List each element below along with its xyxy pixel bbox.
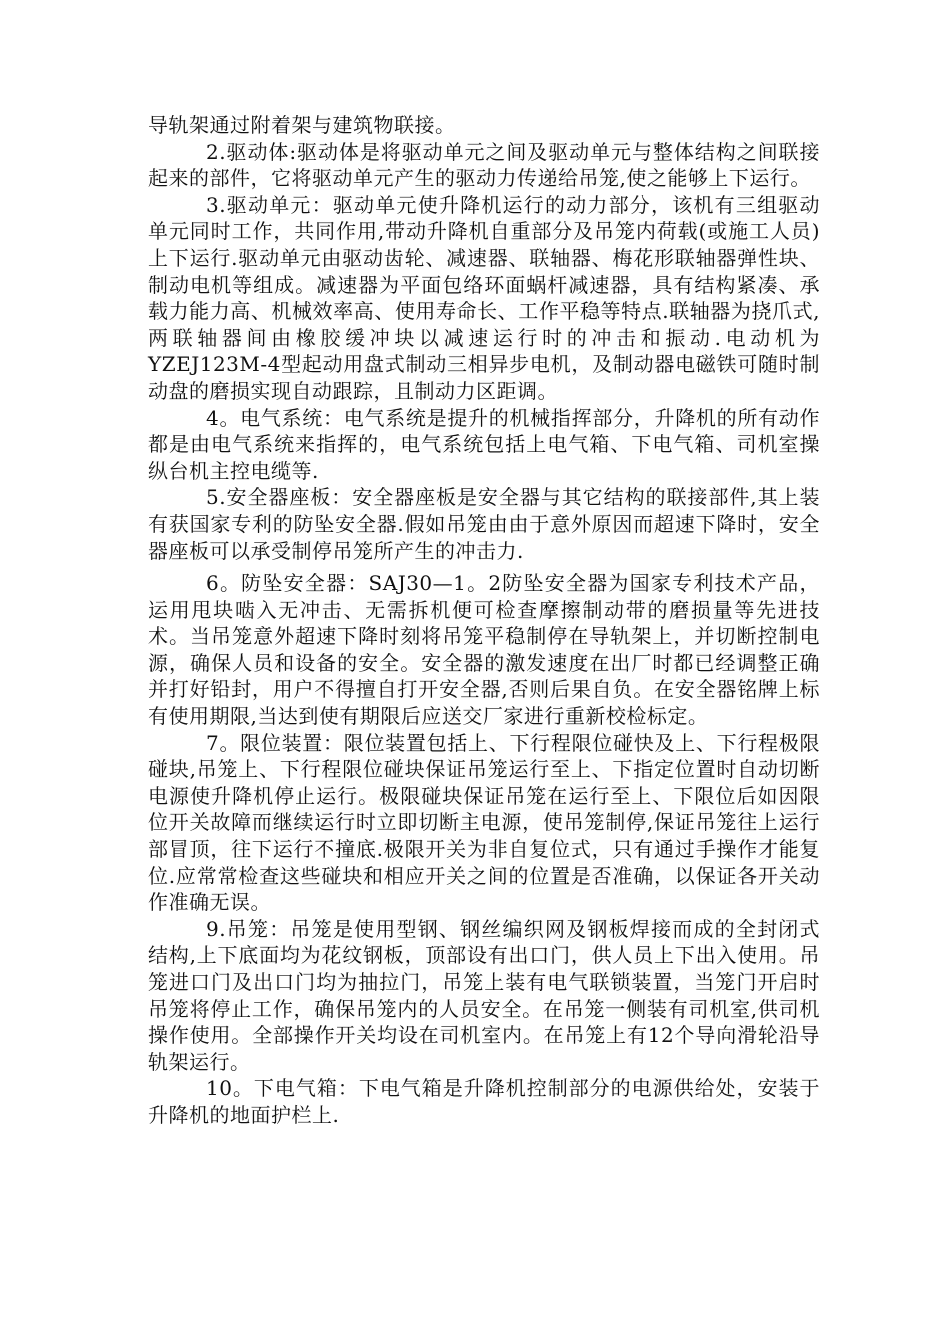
paragraph-lower-electrical-box: 10。下电气箱：下电气箱是升降机控制部分的电源供给处，安装于升降机的地面护栏上. <box>148 1076 820 1127</box>
document-body <box>148 112 820 1129</box>
paragraph-safety-seat-plate: 5.安全器座板：安全器座板是安全器与其它结构的联接部件,其上装有获国家专利的防坠安全器.假如吊笼由由于意外原因而超速下降时，安全器座板可以承受制停吊笼所产生的冲击力. <box>148 485 820 563</box>
paragraph-electrical-system: 4。电气系统：电气系统是提升的机械指挥部分，升降机的所有动作都是由电气系统来指挥的，电气系统包括上电气箱、下电气箱、司机室操纵台机主控电缆等. <box>148 405 820 483</box>
paragraph-drive-unit: 3.驱动单元：驱动单元使升降机运行的动力部分，该机有三组驱动单元同时工作，共同作用,带动升降机自重部分及吊笼内荷载(或施工人员)上下运行.驱动单元由驱动齿轮、减速器、联轴器、梅花形联轴器弹性块、制动电机等组成。减速器为平面包络环面蜗杆减速器，具有结构紧凑、承载力能力高、机械效率高、使用寿命长、工作平稳等特点.联轴器为挠爪式,两联轴器间由橡胶缓冲块以减速运行时的冲击和振动.电动机为YZEJ123M-4型起动用盘式制动三相异步电机，及制动器电磁铁可随时制动盘的磨损实现自动跟踪，且制动力区距调。 <box>148 192 820 403</box>
paragraph-drive-body: 2.驱动体:驱动体是将驱动单元之间及驱动单元与整体结构之间联接起来的部件，它将驱动单元产生的驱动力传递给吊笼,使之能够上下运行。 <box>148 139 820 191</box>
paragraph-limit-device: 7。限位装置：限位装置包括上、下行程限位碰快及上、下行程极限碰块,吊笼上、下行程限位碰块保证吊笼运行至上、下指定位置时自动切断电源使升降机停止运行。极限碰块保证吊笼在运行至上、下限位后如因限位开关故障而继续运行时立即切断主电源，使吊笼制停,保证吊笼往上运行部冒顶，往下运行不撞底.极限开关为非自复位式，只有通过手操作才能复位.应常常检查这些碰块和相应开关之间的位置是否准确，以保证各开关动作准确无误。 <box>148 730 820 915</box>
paragraph-continuation: 导轨架通过附着架与建筑物联接。 <box>148 113 456 137</box>
paragraph-cage: 9.吊笼：吊笼是使用型钢、钢丝编织网及钢板焊接而成的全封闭式结构,上下底面均为花纹钢板，顶部设有出口门，供人员上下出入使用。吊笼进口门及出口门均为抽拉门，吊笼上装有电气联锁装置，当笼门开启时吊笼将停止工作，确保吊笼内的人员安全。在吊笼一侧装有司机室,供司机操作使用。全部操作开关均设在司机室内。在吊笼上有12个导向滑轮沿导轨架运行。 <box>148 916 820 1074</box>
paragraph-anti-fall-safety-device: 6。防坠安全器：SAJ30—1。2防坠安全器为国家专利技术产品，运用甩块啮入无冲击、无需拆机便可检查摩擦制动带的磨损量等先进技术。当吊笼意外超速下降时刻将吊笼平稳制停在导轨架上，并切断控制电源，确保人员和设备的安全。安全器的激发速度在出厂时都已经调整正确并打好铅封，用户不得擅自打开安全器,否则后果自负。在安全器铭牌上标有使用期限,当达到使有期限后应送交厂家进行重新校检标定。 <box>148 571 820 729</box>
